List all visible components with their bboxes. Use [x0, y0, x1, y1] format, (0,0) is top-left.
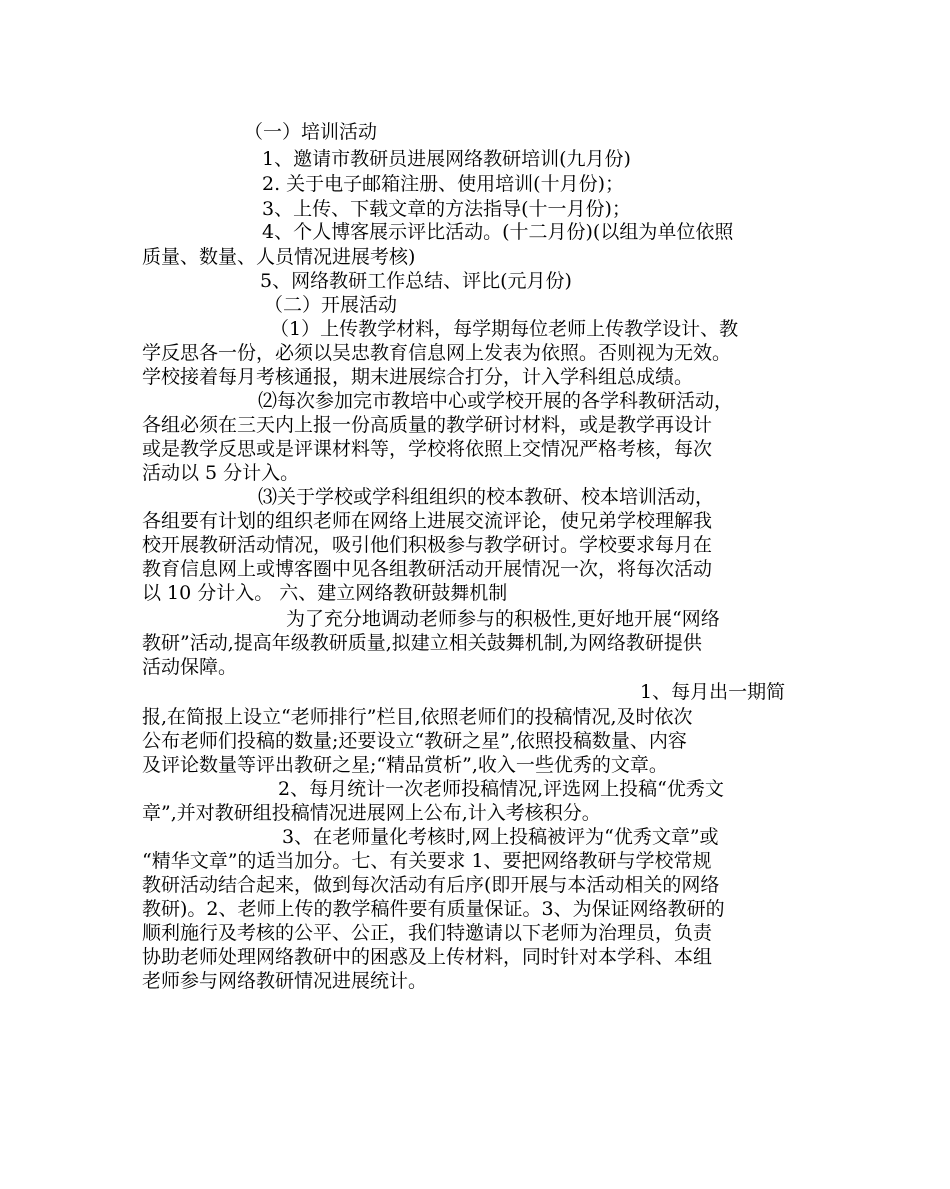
- paragraph-line: 教研)。2、老师上传的教学稿件要有质量保证。3、为保证网络教研的: [142, 898, 725, 920]
- paragraph-line: 学校接着每月考核通报，期末进展综合打分，计入学科组总成绩。: [142, 366, 694, 388]
- paragraph-line: 公布老师们投稿的数量;还要设立“教研之星”,依照投稿数量、内容: [142, 730, 687, 752]
- paragraph-line: 为了充分地调动老师参与的积极性,更好地开展“网络: [286, 608, 720, 630]
- paragraph-line: 各组必须在三天内上报一份高质量的教学研讨材料，或是教学再设计: [142, 414, 713, 436]
- section-heading-training: （一）培训活动: [244, 121, 378, 143]
- paragraph-line: 4、个人博客展示评比活动。(十二月份)(以组为单位依照: [262, 221, 734, 243]
- paragraph-line: 2、每月统计一次老师投稿情况,评选网上投稿“优秀文: [278, 778, 724, 800]
- paragraph-line: 教研”活动,提高年级教研质量,拟建立相关鼓舞机制,为网络教研提供: [142, 632, 702, 654]
- paragraph-line: ⑶关于学校或学科组组织的校本教研、校本培训活动，: [258, 486, 715, 508]
- paragraph-line: 顺利施行及考核的公平、公正，我们特邀请以下老师为治理员，负责: [142, 922, 713, 944]
- paragraph-line: “精华文章”的适当加分。七、有关要求 1、要把网络教研与学校常规: [142, 850, 712, 872]
- section-heading-activities: （二）开展活动: [264, 294, 398, 316]
- paragraph-line: ⑵每次参加完市教培中心或学校开展的各学科教研活动，: [258, 390, 734, 412]
- paragraph-line: 各组要有计划的组织老师在网络上进展交流评论，使兄弟学校理解我: [142, 510, 713, 532]
- paragraph-line: 及评论数量等评出教研之星;“精品赏析”,收入一些优秀的文章。: [142, 754, 668, 776]
- paragraph-line: 1、每月出一期简: [640, 681, 786, 703]
- paragraph-line: 以 10 分计入。 六、建立网络教研鼓舞机制: [142, 582, 508, 604]
- paragraph-line: 教育信息网上或博客圈中见各组教研活动开展情况一次，将每次活动: [142, 558, 713, 580]
- paragraph-line: 学反思各一份，必须以吴忠教育信息网上发表为依照。否则视为无效。: [142, 342, 732, 364]
- paragraph-line: 3、上传、下载文章的方法指导(十一月份)；: [262, 198, 631, 220]
- paragraph-line: 校开展教研活动情况，吸引他们积极参与教学研讨。学校要求每月在: [142, 534, 713, 556]
- paragraph-line: （1）上传教学材料，每学期每位老师上传教学设计、教: [270, 318, 739, 340]
- paragraph-line: 活动以 5 分计入。: [142, 462, 300, 484]
- paragraph-line: 1、邀请市教研员进展网络教研培训(九月份): [262, 148, 631, 170]
- paragraph-line: 章”,并对教研组投稿情况进展网上公布,计入考核积分。: [142, 802, 601, 824]
- paragraph-line: 报,在简报上设立“老师排行”栏目,依照老师们的投稿情况,及时依次: [142, 706, 693, 728]
- paragraph-line: 活动保障。: [142, 656, 238, 678]
- paragraph-line: 教研活动结合起来，做到每次活动有后序(即开展与本活动相关的网络: [142, 874, 720, 896]
- paragraph-line: 或是教学反思或是评课材料等，学校将依照上交情况严格考核，每次: [142, 438, 713, 460]
- paragraph-line: 老师参与网络教研情况进展统计。: [142, 970, 428, 992]
- paragraph-line: 协助老师处理网络教研中的困惑及上传材料，同时针对本学科、本组: [142, 946, 713, 968]
- paragraph-line: 2. 关于电子邮箱注册、使用培训(十月份)；: [262, 173, 624, 195]
- paragraph-line: 3、在老师量化考核时,网上投稿被评为“优秀文章”或: [282, 826, 719, 848]
- paragraph-line: 5、网络教研工作总结、评比(元月份): [260, 270, 572, 292]
- paragraph-line: 质量、数量、人员情况进展考核): [142, 246, 416, 268]
